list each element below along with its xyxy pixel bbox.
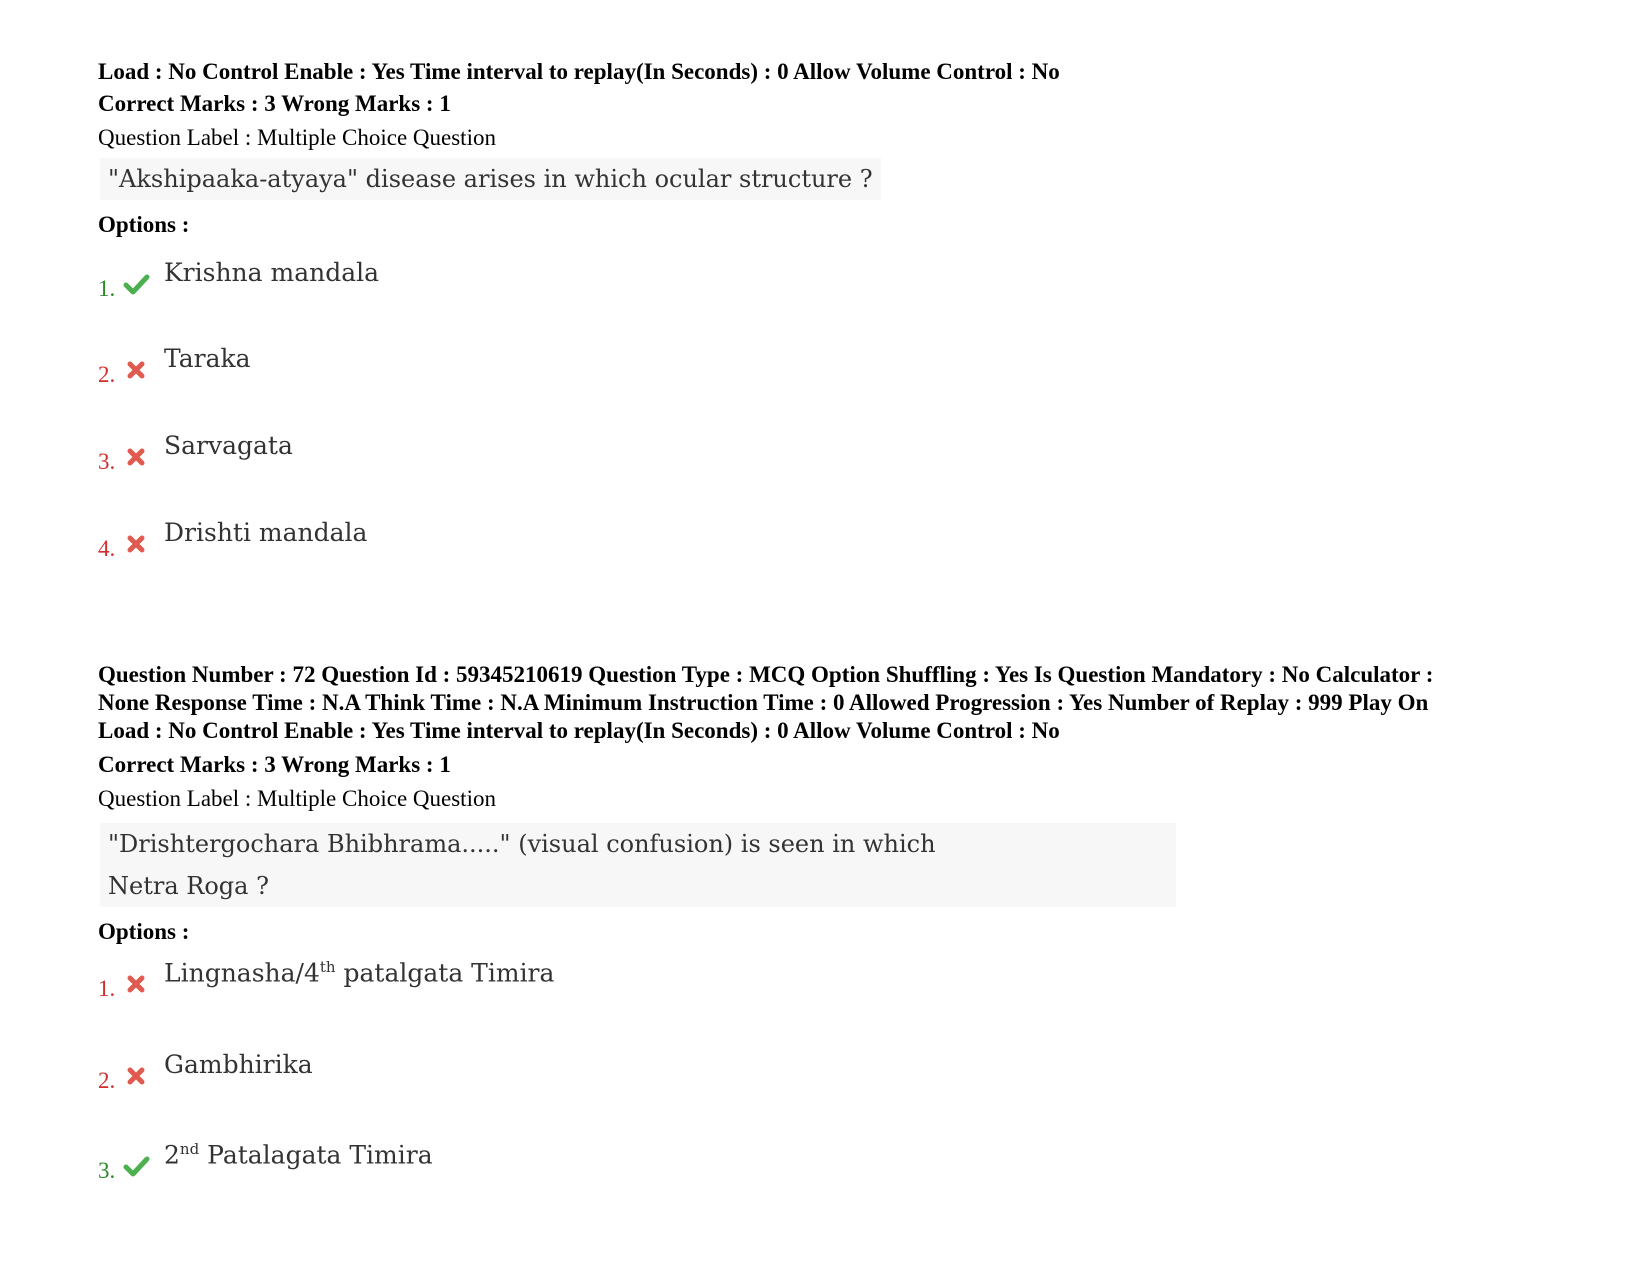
q72-meta-line-1: Question Number : 72 Question Id : 59345210619 Question Type : MCQ Option Shuffling : Yes Is Question Mandatory : No Calculator : (98, 662, 1434, 687)
q71-marks: Correct Marks : 3 Wrong Marks : 1 (98, 91, 451, 116)
q72-meta-line-3: Load : No Control Enable : Yes Time interval to replay(In Seconds) : 0 Allow Volume Control : No (98, 718, 1060, 743)
q72-question-line-1: "Drishtergochara Bhibhrama....." (visual confusion) is seen in which (108, 830, 936, 858)
q71-question-text: "Akshipaaka-atyaya" disease arises in which ocular structure ? (100, 158, 881, 200)
cross-icon (122, 1062, 150, 1090)
check-icon (122, 270, 150, 298)
cross-icon (122, 530, 150, 558)
q71-label: Question Label : Multiple Choice Question (98, 125, 496, 150)
option-text: Lingnasha/4th patalgata Timira (164, 958, 555, 988)
option-text: Drishti mandala (164, 518, 368, 547)
q72-label: Question Label : Multiple Choice Question (98, 786, 496, 811)
option-text: 2nd Patalagata Timira (164, 1140, 433, 1170)
option-number: 3. (98, 449, 116, 474)
option-number: 3. (98, 1158, 116, 1183)
q72-options-heading: Options : (98, 919, 190, 944)
option-text: Krishna mandala (164, 258, 380, 287)
cross-icon (122, 443, 150, 471)
q71-options-heading: Options : (98, 212, 190, 237)
q72-question-text (100, 823, 1176, 907)
q71-meta-line: Load : No Control Enable : Yes Time interval to replay(In Seconds) : 0 Allow Volume Control : No (98, 59, 1060, 84)
option-text: Taraka (164, 344, 251, 373)
q72-question-line-2: Netra Roga ? (108, 872, 269, 900)
option-number: 4. (98, 536, 116, 561)
option-number: 2. (98, 362, 116, 387)
check-icon (122, 1152, 150, 1180)
q72-meta-line-2: None Response Time : N.A Think Time : N.A Minimum Instruction Time : 0 Allowed Progression : Yes Number of Replay : 999 Play On (98, 690, 1429, 715)
option-text: Gambhirika (164, 1050, 313, 1079)
option-text: Sarvagata (164, 431, 293, 460)
option-number: 2. (98, 1068, 116, 1093)
option-number: 1. (98, 976, 116, 1001)
cross-icon (122, 356, 150, 384)
option-number: 1. (98, 276, 116, 301)
cross-icon (122, 970, 150, 998)
q72-marks: Correct Marks : 3 Wrong Marks : 1 (98, 752, 451, 777)
